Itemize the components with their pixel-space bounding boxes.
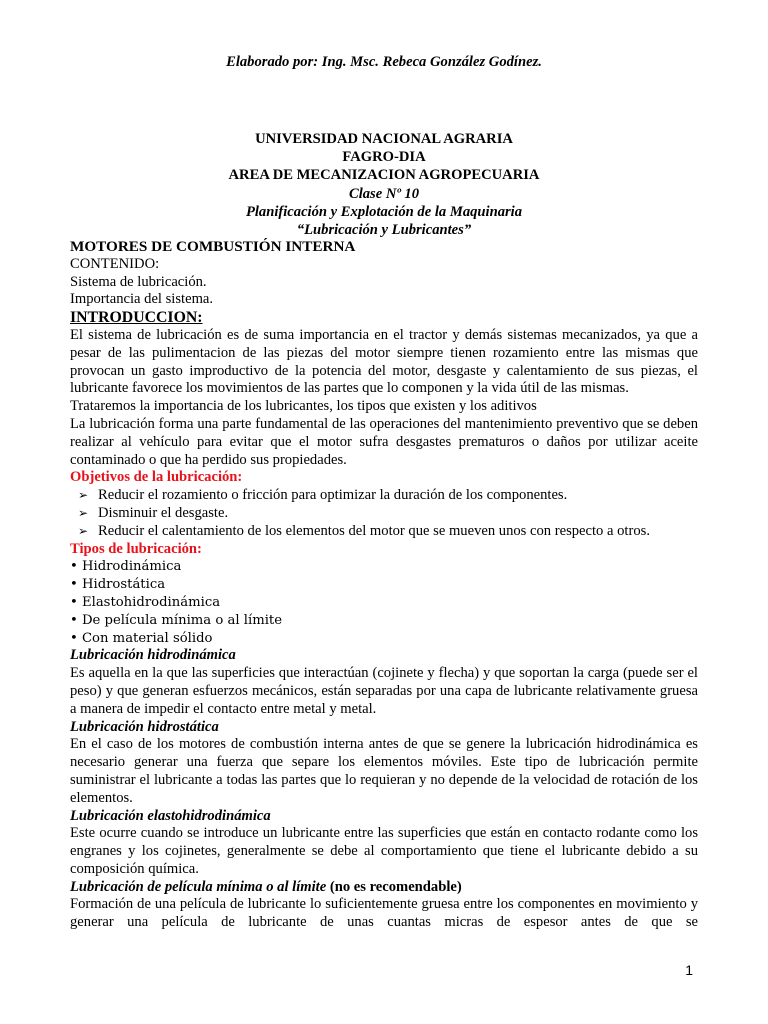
objectives-heading: Objetivos de la lubricación:	[70, 469, 243, 486]
topic-title: “Lubricación y Lubricantes”	[296, 222, 472, 239]
contents-item: Sistema de lubricación.	[70, 273, 207, 290]
list-item: • Elastohidrodinámica	[70, 594, 221, 610]
intro-paragraph: Trataremos la importancia de los lubricantes, los tipos que existen y los aditivos	[70, 398, 537, 415]
list-item: ➢ Disminuir el desgaste.	[78, 504, 229, 521]
list-item: • Con material sólido	[70, 630, 213, 646]
intro-heading: INTRODUCCION:	[70, 309, 203, 327]
university-name: UNIVERSIDAD NACIONAL AGRARIA	[255, 131, 513, 147]
list-item: • Hidrodinámica	[70, 559, 182, 575]
list-item: ➢ Reducir el rozamiento o fricción para optimizar la duración de los componentes.	[78, 487, 568, 504]
arrow-bullet-icon: ➢	[78, 505, 89, 520]
author-line: Elaborado por: Ing. Msc. Rebeca González Godínez.	[226, 54, 542, 70]
document-body	[70, 238, 698, 932]
arrow-bullet-icon: ➢	[78, 488, 89, 503]
contents-item: Importancia del sistema.	[70, 291, 214, 308]
boundary-note: (no es recomendable)	[326, 878, 462, 895]
hydrostatic-heading: Lubricación hidrostática	[70, 718, 219, 735]
hydrodynamic-text: Es aquella en la que las superficies que interactúan (cojinete y flecha) y que soportan la carga (puede ser el peso) y que generan esfuerzos mecánicos, están separadas por una capa de lubricante relativamente gruesa a manera de impedir el contacto entre metal y metal.	[70, 665, 698, 717]
types-heading: Tipos de lubricación:	[70, 540, 202, 557]
hydrodynamic-heading: Lubricación hidrodinámica	[70, 647, 236, 664]
document-header	[70, 130, 698, 239]
boundary-heading-line	[70, 879, 698, 897]
list-item: • Hidrostática	[70, 577, 166, 593]
intro-paragraph: La lubricación forma una parte fundamental de las operaciones del mantenimiento preventivo que se deben realizar al vehículo para evitar que el motor sufra desgastes prematuros o daños por utilizar aceite contaminado o que ha perdido sus propiedades.	[70, 415, 698, 468]
intro-paragraph: El sistema de lubricación es de suma importancia en el tractor y demás sistemas mecanizados, ya que a pesar de las pulimentacion de las piezas del motor siempre tienen rozamiento entre las mismas que provocan un gasto improductivo de la potencia del motor, desgaste y calentamiento de sus piezas, el lubricante favorece los movimientos de las partes que lo componen y la vida útil de las mismas.	[70, 326, 698, 397]
course-name: Planificación y Explotación de la Maquinaria	[245, 203, 523, 220]
class-number: Clase Nº 10	[348, 185, 420, 202]
page-number: 1	[685, 962, 693, 978]
faculty-name: FAGRO-DIA	[342, 149, 426, 166]
section-title: MOTORES DE COMBUSTIÓN INTERNA	[70, 238, 356, 255]
boundary-text: Formación de una película de lubricante lo suficientemente gruesa entre los componentes en movimiento y generar una película de lubricante de unas cuantas micras de espesor antes de que se	[70, 896, 698, 931]
hydrostatic-text: En el caso de los motores de combustión interna antes de que se genere la lubricación hidrodinámica es necesario generar una fuerza que separe los elementos móviles. Este tipo de lubricación permite suministrar el lubricante a todas las partes que lo requieran y no depende de la velocidad de rotación de los elementos.	[70, 736, 698, 806]
boundary-heading: Lubricación de película mínima o al límite	[70, 878, 327, 895]
elasto-heading: Lubricación elastohidrodinámica	[70, 807, 271, 824]
arrow-bullet-icon: ➢	[78, 523, 89, 538]
objectives-list	[70, 487, 698, 540]
types-list	[70, 558, 698, 647]
area-name: AREA DE MECANIZACION AGROPECUARIA	[228, 167, 540, 184]
elasto-text: Este ocurre cuando se introduce un lubricante entre las superficies que están en contacto rodante como los engranes y los cojinetes, generalmente se debe al comportamiento que tiene el lubricante debido a su composición química.	[70, 825, 698, 877]
contents-label: CONTENIDO:	[70, 255, 160, 272]
list-item: ➢ Reducir el calentamiento de los elementos del motor que se mueven unos con respecto a otros.	[78, 522, 650, 539]
list-item: • De película mínima o al límite	[70, 612, 283, 628]
